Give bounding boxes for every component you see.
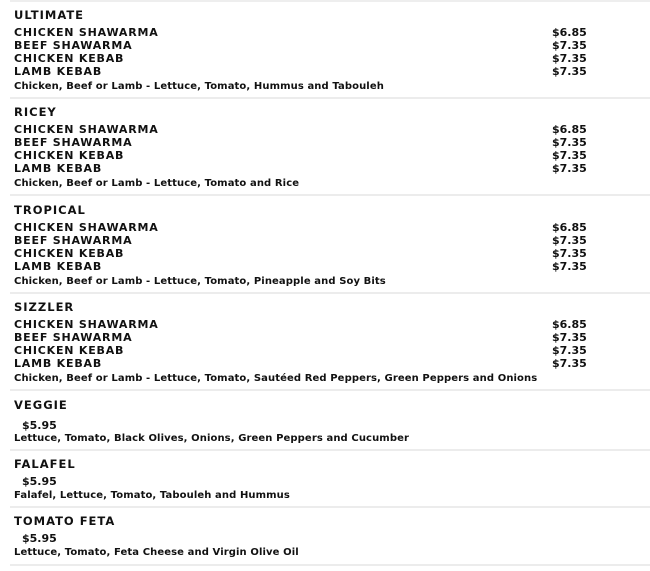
menu-item-name: BEEF SHAWARMA [14, 136, 133, 149]
menu-item-price: $7.35 [552, 331, 587, 344]
divider [10, 449, 650, 451]
menu-item-name: CHICKEN SHAWARMA [14, 123, 159, 136]
menu-item-name: CHICKEN SHAWARMA [14, 26, 159, 39]
menu-item-price: $6.85 [552, 123, 587, 136]
menu-item-name: LAMB KEBAB [14, 162, 103, 175]
section-title: RICEY [14, 105, 57, 119]
section-price: $5.95 [22, 475, 57, 488]
menu-item-name: BEEF SHAWARMA [14, 234, 133, 247]
menu-item-price: $7.35 [552, 149, 587, 162]
divider [10, 389, 650, 391]
section-description: Falafel, Lettuce, Tomato, Tabouleh and Hummus [14, 490, 290, 501]
menu-item-price: $7.35 [552, 234, 587, 247]
section-price: $5.95 [22, 419, 57, 432]
menu-item-name: BEEF SHAWARMA [14, 331, 133, 344]
menu-item-name: CHICKEN KEBAB [14, 149, 125, 162]
divider [10, 506, 650, 508]
section-description: Chicken, Beef or Lamb - Lettuce, Tomato, Sautéed Red Peppers, Green Peppers and Onions [14, 373, 538, 384]
menu-item-price: $6.85 [552, 318, 587, 331]
menu-item-name: LAMB KEBAB [14, 260, 103, 273]
menu-item-price: $7.35 [552, 65, 587, 78]
menu-item-price: $7.35 [552, 52, 587, 65]
menu-item-price: $7.35 [552, 260, 587, 273]
menu-item-price: $7.35 [552, 344, 587, 357]
section-title: TROPICAL [14, 203, 86, 217]
menu-item-price: $6.85 [552, 26, 587, 39]
menu-item-name: CHICKEN KEBAB [14, 52, 125, 65]
section-title: VEGGIE [14, 398, 68, 412]
menu-item-name: CHICKEN SHAWARMA [14, 221, 159, 234]
section-title: ULTIMATE [14, 8, 85, 22]
section-price: $5.95 [22, 532, 57, 545]
menu-item-name: CHICKEN SHAWARMA [14, 318, 159, 331]
section-description: Lettuce, Tomato, Black Olives, Onions, Green Peppers and Cucumber [14, 433, 409, 444]
section-description: Chicken, Beef or Lamb - Lettuce, Tomato, Hummus and Tabouleh [14, 81, 384, 92]
section-title: SIZZLER [14, 300, 75, 314]
menu-item-name: LAMB KEBAB [14, 65, 103, 78]
menu-item-price: $7.35 [552, 136, 587, 149]
section-title: TOMATO FETA [14, 514, 116, 528]
menu-item-name: CHICKEN KEBAB [14, 344, 125, 357]
divider [10, 0, 650, 2]
menu-item-price: $7.35 [552, 357, 587, 370]
divider [10, 564, 650, 566]
menu-item-price: $7.35 [552, 162, 587, 175]
menu-item-name: LAMB KEBAB [14, 357, 103, 370]
section-description: Chicken, Beef or Lamb - Lettuce, Tomato and Rice [14, 178, 300, 189]
menu-item-price: $7.35 [552, 247, 587, 260]
divider [10, 194, 650, 196]
menu-item-price: $6.85 [552, 221, 587, 234]
menu-item-price: $7.35 [552, 39, 587, 52]
section-title: FALAFEL [14, 457, 76, 471]
menu-item-name: CHICKEN KEBAB [14, 247, 125, 260]
section-description: Chicken, Beef or Lamb - Lettuce, Tomato, Pineapple and Soy Bits [14, 276, 386, 287]
divider [10, 97, 650, 99]
menu-item-name: BEEF SHAWARMA [14, 39, 133, 52]
section-description: Lettuce, Tomato, Feta Cheese and Virgin Olive Oil [14, 547, 299, 558]
divider [10, 292, 650, 294]
